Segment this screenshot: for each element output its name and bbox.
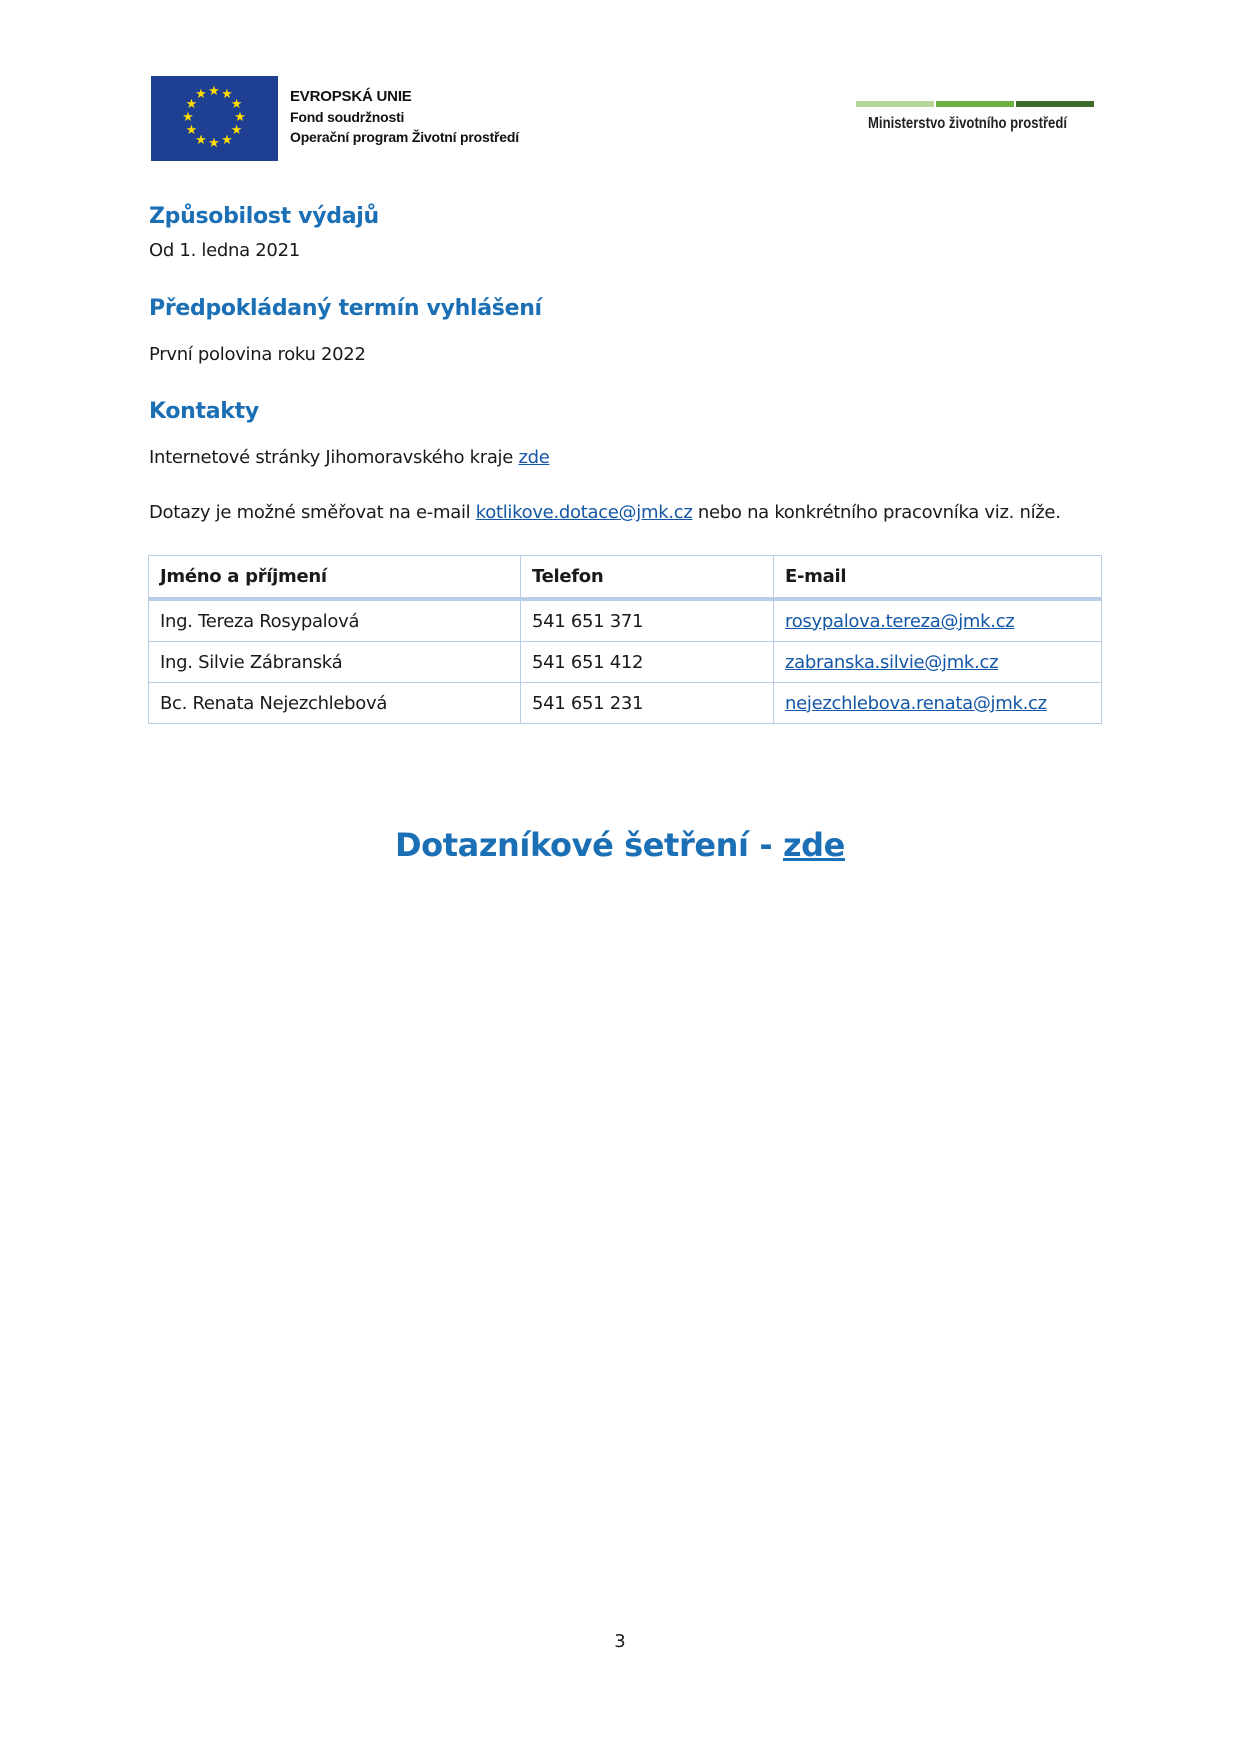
contact-phone: 541 651 231 — [521, 683, 774, 724]
contact-email-cell — [774, 683, 1102, 724]
table-row — [149, 599, 1102, 642]
contacts-web-paragraph — [149, 447, 550, 468]
heading-eligibility: Způsobilost výdajů — [149, 204, 379, 229]
contact-email-link[interactable]: rosypalova.tereza@jmk.cz — [785, 610, 1015, 632]
eu-star-icon: ★ — [185, 123, 198, 138]
ministry-bar-light — [856, 101, 934, 107]
eu-star-icon: ★ — [185, 97, 198, 112]
eu-star-icon: ★ — [195, 132, 207, 148]
table-row — [149, 642, 1102, 683]
contacts-table — [148, 555, 1102, 724]
eu-star-icon: ★ — [230, 97, 243, 112]
eu-star-icon: ★ — [195, 87, 207, 103]
column-header-phone: Telefon — [521, 556, 774, 600]
text-announcement: První polovina roku 2022 — [149, 344, 366, 365]
contacts-email-suffix: nebo na konkrétního pracovníka viz. níže. — [692, 502, 1061, 523]
contacts-web-text: Internetové stránky Jihomoravského kraje — [149, 447, 519, 468]
table-header-row — [149, 556, 1102, 600]
heading-contacts: Kontakty — [149, 399, 259, 424]
ministry-name: Ministerstvo životního prostředí — [868, 115, 1068, 132]
contacts-email-link[interactable]: kotlikove.dotace@jmk.cz — [475, 502, 693, 523]
text-eligibility: Od 1. ledna 2021 — [149, 240, 300, 261]
ministry-bar-mid — [936, 101, 1014, 107]
contact-phone: 541 651 412 — [521, 642, 774, 683]
contact-phone: 541 651 371 — [521, 599, 774, 642]
contacts-email-paragraph — [149, 502, 1061, 523]
table-row — [149, 683, 1102, 724]
survey-heading — [0, 826, 1240, 864]
eu-star-icon: ★ — [208, 84, 220, 99]
eu-star-icon: ★ — [230, 123, 243, 138]
page-number: 3 — [614, 1631, 626, 1652]
eu-star-icon: ★ — [182, 110, 194, 125]
eu-line-3: Operační program Životní prostředí — [290, 129, 519, 145]
ministry-logo-bars — [856, 101, 1096, 107]
contact-name: Bc. Renata Nejezchlebová — [149, 683, 521, 724]
contacts-web-link[interactable]: zde — [518, 447, 550, 468]
heading-announcement: Předpokládaný termín vyhlášení — [149, 296, 542, 321]
eu-line-2: Fond soudržnosti — [290, 109, 405, 125]
survey-text: Dotazníkové šetření - — [394, 826, 783, 864]
contact-name: Ing. Silvie Zábranská — [149, 642, 521, 683]
ministry-bar-dark — [1016, 101, 1094, 107]
survey-link[interactable]: zde — [782, 826, 845, 864]
eu-program-text — [290, 87, 519, 147]
eu-star-icon: ★ — [208, 136, 220, 151]
eu-line-1: EVROPSKÁ UNIE — [290, 88, 412, 105]
column-header-name: Jméno a příjmení — [149, 556, 521, 600]
eu-star-icon: ★ — [221, 132, 233, 148]
contact-email-cell — [774, 642, 1102, 683]
eu-star-icon: ★ — [234, 110, 246, 125]
eu-flag-logo — [151, 76, 278, 161]
eu-star-icon: ★ — [221, 87, 233, 103]
contacts-email-prefix: Dotazy je možné směřovat na e-mail — [149, 502, 476, 523]
contact-name: Ing. Tereza Rosypalová — [149, 599, 521, 642]
contact-email-link[interactable]: zabranska.silvie@jmk.cz — [785, 651, 999, 673]
contact-email-link[interactable]: nejezchlebova.renata@jmk.cz — [785, 692, 1047, 714]
contact-email-cell — [774, 599, 1102, 642]
column-header-email: E-mail — [774, 556, 1102, 600]
